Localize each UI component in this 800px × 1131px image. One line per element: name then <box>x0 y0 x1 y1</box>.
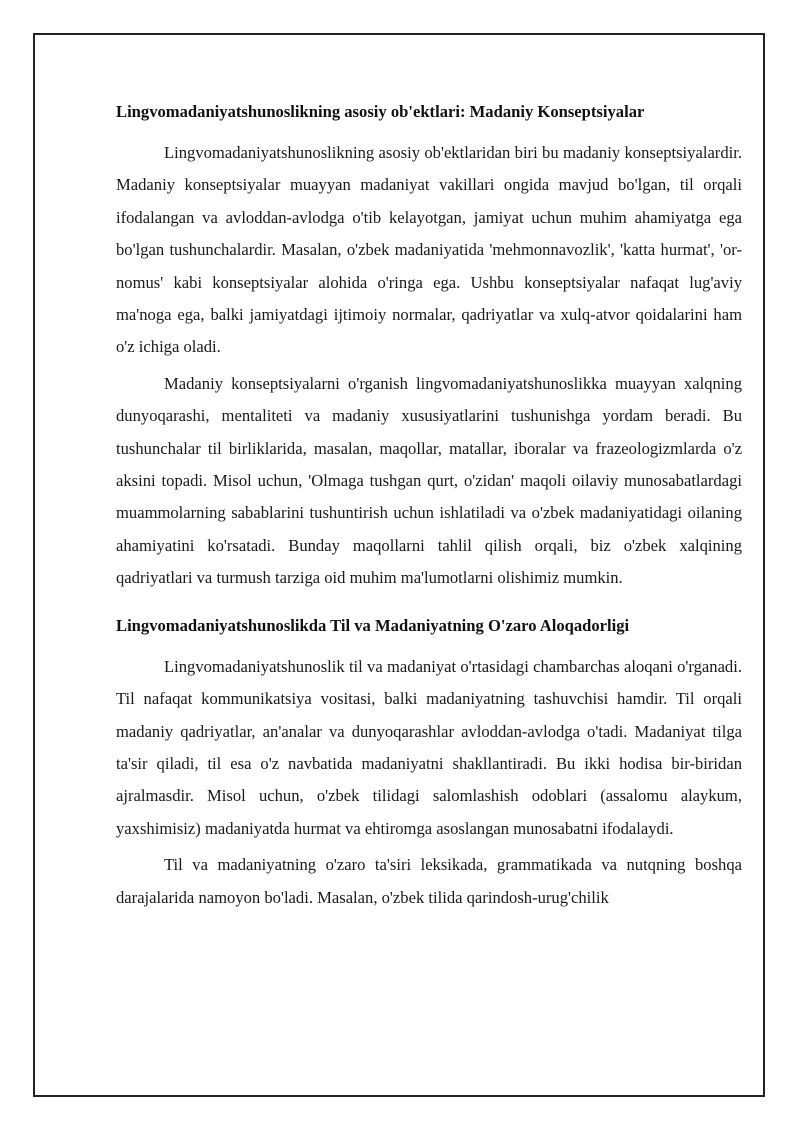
paragraph: Lingvomadaniyatshunoslikning asosiy ob'ektlaridan biri bu madaniy konseptsiyalardir. Madaniy konseptsiyalar muayyan madaniyat vakillari ongida mavjud bo'lgan, til orqali ifodalangan va avloddan-avlodga o'tib kelayotgan, jamiyat uchun muhim ahamiyatga ega bo'lgan tushunchalardir. Masalan, o'zbek madaniyatida 'mehmonnavozlik', 'katta hurmat', 'or-nomus' kabi konseptsiyalar alohida o'ringa ega. Ushbu konseptsiyalar nafaqat lug'aviy ma'noga ega, balki jamiyatdagi ijtimoiy normalar, qadriyatlar va xulq-atvor qoidalarini ham o'z ichiga oladi. <box>116 143 742 357</box>
paragraph: Lingvomadaniyatshunoslik til va madaniyat o'rtasidagi chambarchas aloqani o'rganadi. Til nafaqat kommunikatsiya vositasi, balki madaniyatning tashuvchisi hamdir. Til orqali madaniy qadriyatlar, an'analar va dunyoqarashlar avloddan-avlodga o'tadi. Madaniyat tilga ta'sir qiladi, til esa o'z navbatida madaniyatni shakllantiradi. Bu ikki hodisa bir-biridan ajralmasdir. Misol uchun, o'zbek tilidagi salomlashish odoblari (assalomu alaykum, yaxshimisiz) madaniyatda hurmat va ehtiromga asoslangan munosabatni ifodalaydi. <box>116 656 742 838</box>
document-body <box>116 99 742 918</box>
section-heading-language-culture: Lingvomadaniyatshunoslikda Til va Madaniyatning O'zaro Aloqadorligi <box>116 615 630 635</box>
section-heading-concepts: Lingvomadaniyatshunoslikning asosiy ob'ektlari: Madaniy Konseptsiyalar <box>116 102 645 121</box>
paragraph: Madaniy konseptsiyalarni o'rganish lingvomadaniyatshunoslikka muayyan xalqning dunyoqarashi, mentaliteti va madaniy xususiyatlarini tushunishga yordam beradi. Bu tushunchalar til birliklarida, masalan, maqollar, matallar, iboralar va frazeologizmlarda o'z aksini topadi. Misol uchun, 'Olmaga tushgan qurt, o'zidan' maqoli oilaviy munosabatlardagi muammolarning sabablarini tushuntirish uchun ishlatiladi va o'zbek madaniyatidagi oilaning ahamiyatini ko'rsatadi. Bunday maqollarni tahlil qilish orqali, biz o'zbek xalqining qadriyatlari va turmush tarziga oid muhim ma'lumotlarni olishimiz mumkin. <box>116 373 742 588</box>
paragraph: Til va madaniyatning o'zaro ta'siri leksikada, grammatikada va nutqning boshqa darajalarida namoyon bo'ladi. Masalan, o'zbek tilida qarindosh-urug'chilik <box>116 855 742 907</box>
